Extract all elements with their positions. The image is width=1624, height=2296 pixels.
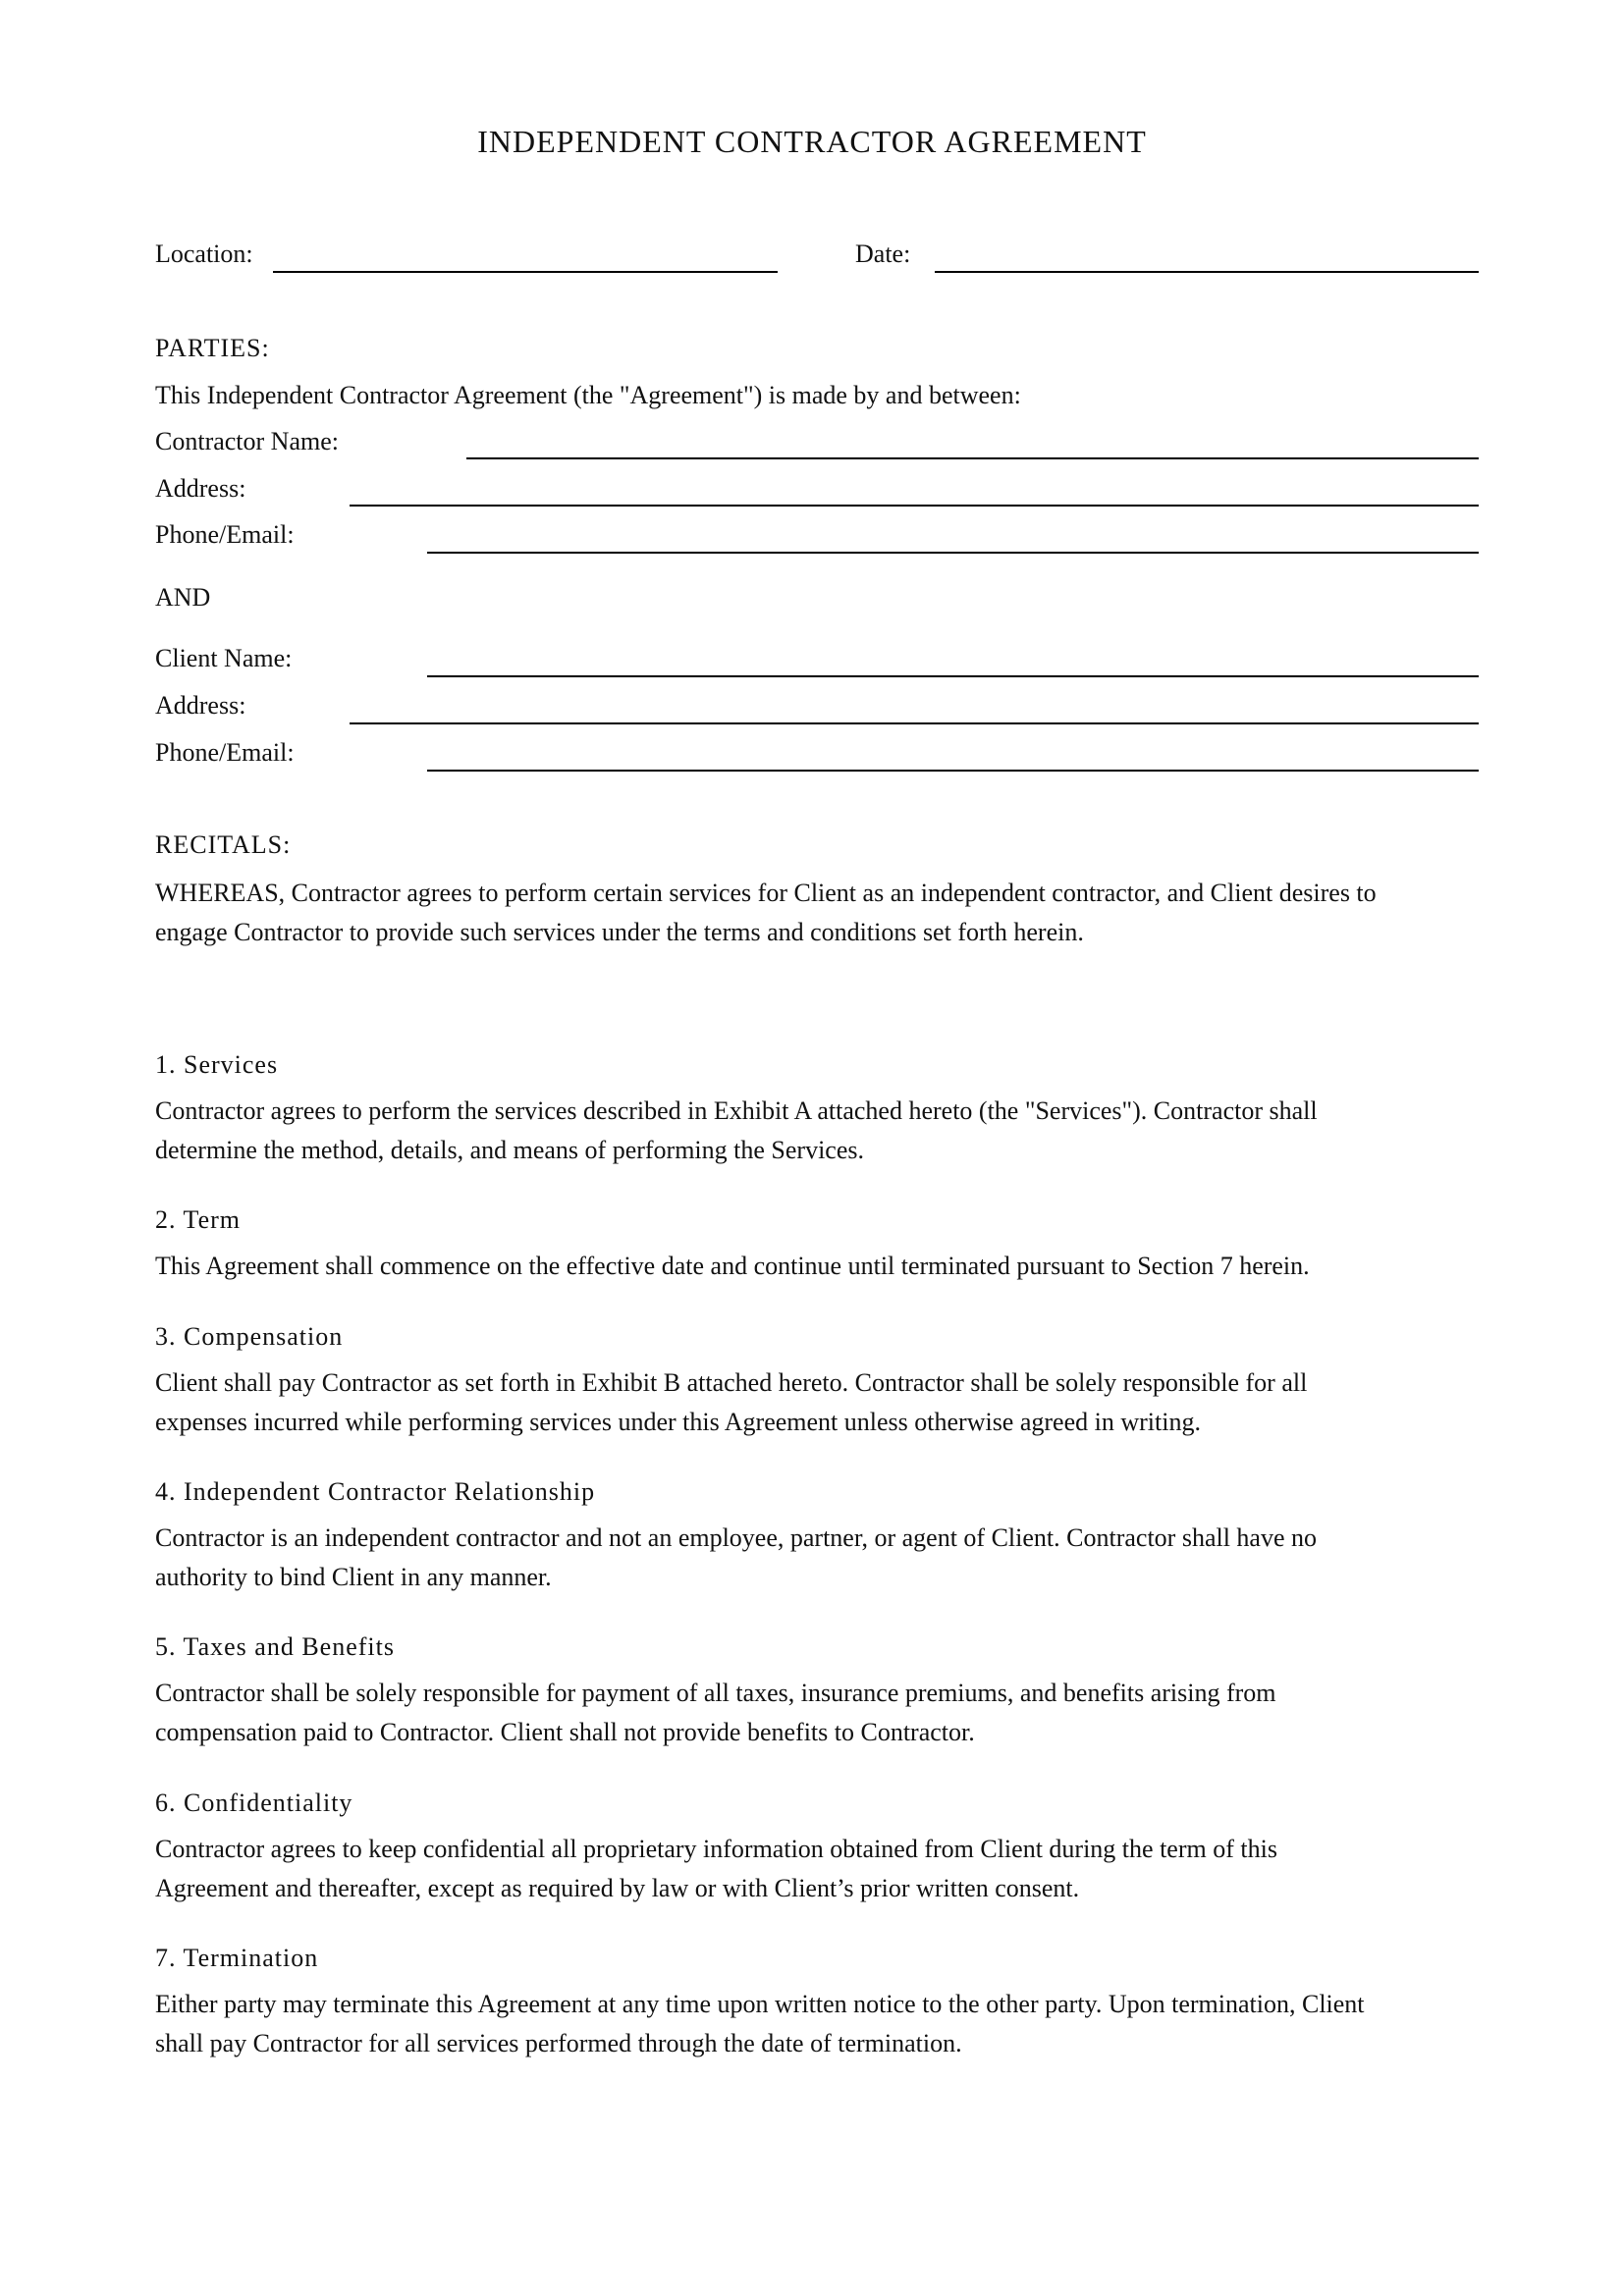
section-line: Contractor shall be solely responsible for payment of all taxes, insurance premiums, and benefits arising from bbox=[155, 1679, 1276, 1707]
section-heading-taxes: 5. Taxes and Benefits bbox=[155, 1632, 395, 1661]
contractor-address-label: Address: bbox=[155, 474, 246, 503]
date-field[interactable] bbox=[935, 271, 1479, 273]
parties-intro: This Independent Contractor Agreement (the "Agreement") is made by and between: bbox=[155, 381, 1021, 409]
section-heading-termination: 7. Termination bbox=[155, 1944, 319, 1972]
recitals-paragraph bbox=[155, 874, 1490, 952]
section-heading-confidentiality: 6. Confidentiality bbox=[155, 1789, 353, 1817]
section-line: shall pay Contractor for all services performed through the date of termination. bbox=[155, 2029, 962, 2057]
recitals-heading: RECITALS: bbox=[155, 830, 292, 859]
section-body-taxes bbox=[155, 1674, 1490, 1752]
client-contact-field[interactable] bbox=[427, 770, 1479, 772]
section-line: Contractor agrees to perform the services described in Exhibit A attached hereto (the "Services"). Contractor shall bbox=[155, 1096, 1318, 1125]
section-body-relationship bbox=[155, 1519, 1490, 1597]
section-body-termination bbox=[155, 1985, 1490, 2063]
contractor-address-field[interactable] bbox=[350, 505, 1479, 507]
contractor-name-label: Contractor Name: bbox=[155, 427, 339, 455]
section-heading-relationship: 4. Independent Contractor Relationship bbox=[155, 1477, 596, 1506]
recitals-line: engage Contractor to provide such services under the terms and conditions set forth herein. bbox=[155, 918, 1084, 946]
section-line: authority to bind Client in any manner. bbox=[155, 1563, 552, 1591]
location-label: Location: bbox=[155, 240, 253, 268]
client-name-label: Client Name: bbox=[155, 644, 293, 672]
client-address-field[interactable] bbox=[350, 722, 1479, 724]
section-line: determine the method, details, and means of performing the Services. bbox=[155, 1136, 864, 1164]
section-heading-term: 2. Term bbox=[155, 1205, 242, 1234]
location-field[interactable] bbox=[273, 271, 778, 273]
contractor-name-field[interactable] bbox=[466, 457, 1479, 459]
and-separator: AND bbox=[155, 583, 211, 612]
section-line: This Agreement shall commence on the effective date and continue until terminated pursuant to Section 7 herein. bbox=[155, 1252, 1310, 1280]
client-name-field[interactable] bbox=[427, 675, 1479, 677]
client-address-label: Address: bbox=[155, 691, 246, 720]
section-line: Agreement and thereafter, except as required by law or with Client’s prior written consent. bbox=[155, 1874, 1080, 1902]
document-title: INDEPENDENT CONTRACTOR AGREEMENT bbox=[477, 124, 1147, 159]
section-line: Client shall pay Contractor as set forth in Exhibit B attached hereto. Contractor shall be solely responsible for all bbox=[155, 1368, 1308, 1397]
contractor-contact-label: Phone/Email: bbox=[155, 520, 295, 549]
section-line: Either party may terminate this Agreement at any time upon written notice to the other party. Upon termination, Client bbox=[155, 1990, 1365, 2018]
section-body-confidentiality bbox=[155, 1830, 1490, 1908]
section-line: expenses incurred while performing services under this Agreement unless otherwise agreed in writing. bbox=[155, 1408, 1201, 1436]
section-heading-compensation: 3. Compensation bbox=[155, 1322, 344, 1351]
section-body-compensation bbox=[155, 1363, 1490, 1442]
section-heading-services: 1. Services bbox=[155, 1050, 279, 1079]
contractor-contact-field[interactable] bbox=[427, 552, 1479, 554]
client-contact-label: Phone/Email: bbox=[155, 738, 295, 767]
date-label: Date: bbox=[855, 240, 911, 268]
parties-heading: PARTIES: bbox=[155, 334, 270, 362]
recitals-line: WHEREAS, Contractor agrees to perform certain services for Client as an independent contractor, and Client desires to bbox=[155, 879, 1377, 907]
section-line: Contractor agrees to keep confidential all proprietary information obtained from Client during the term of this bbox=[155, 1835, 1277, 1863]
section-body-term bbox=[155, 1247, 1490, 1286]
section-body-services bbox=[155, 1092, 1490, 1170]
section-line: compensation paid to Contractor. Client shall not provide benefits to Contractor. bbox=[155, 1718, 975, 1746]
section-line: Contractor is an independent contractor and not an employee, partner, or agent of Client. Contractor shall have no bbox=[155, 1523, 1318, 1552]
